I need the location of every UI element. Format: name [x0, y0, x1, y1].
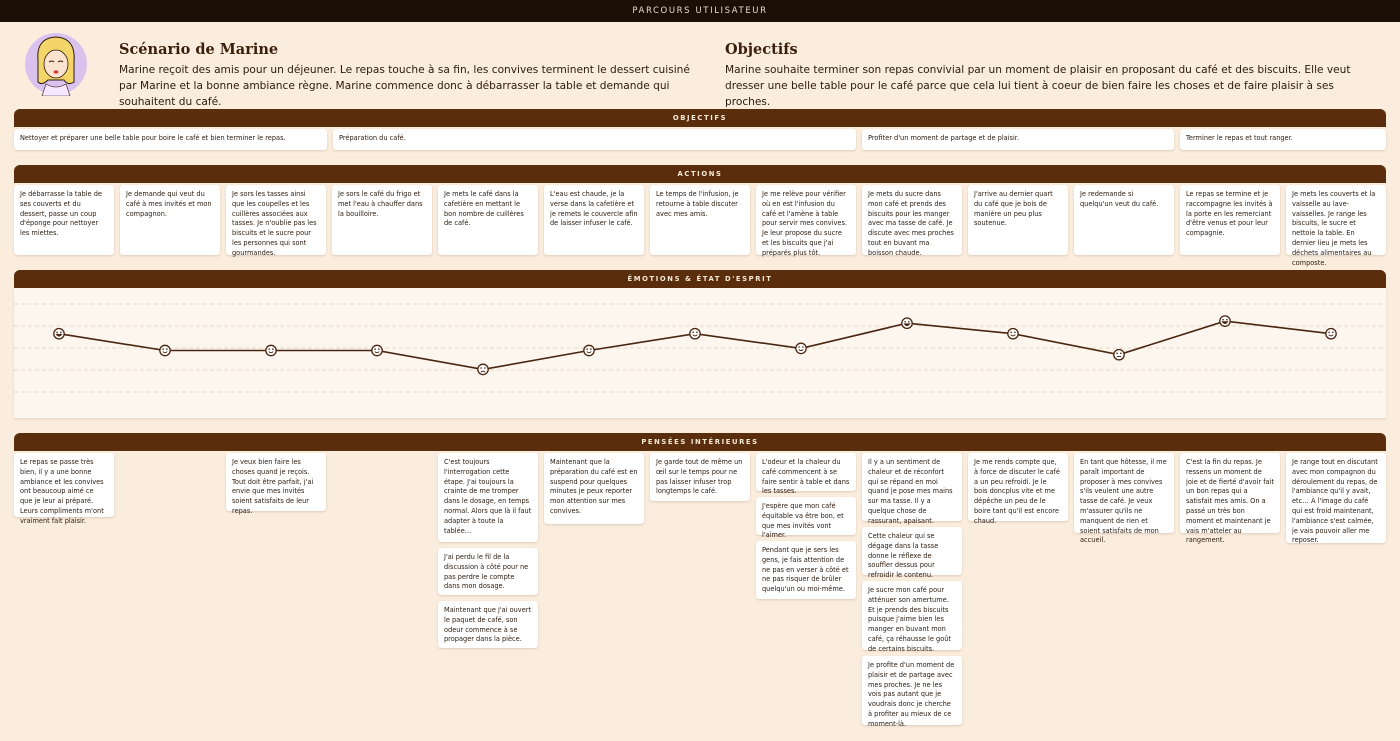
- emotion-point: [584, 345, 594, 355]
- action-card: Je mets les couverts et la vaisselle au lave-vaisselles. Je range les biscuits, le sucre et nettoie la table. En dernier lieu je mets les déchets alimentaires au composte.: [1286, 185, 1386, 255]
- emotion-point: [1114, 350, 1124, 360]
- emotion-point: [54, 329, 64, 339]
- persona-avatar: [24, 30, 88, 96]
- thought-card: Il y a un sentiment de chaleur et de réconfort qui se répand en moi quand je pose mes mains sur ma tasse. Il y a quelque chose de rassurant, apaisant.: [862, 453, 962, 521]
- thought-card: En tant que hôtesse, il me paraît important de proposer à mes convives s'ils veulent une autre tasse de café. Je veux m'assurer qu'ils ne manquent de rien et soient satisfaits de mon accueil.: [1074, 453, 1174, 533]
- page-header: PARCOURS UTILISATEUR: [0, 0, 1400, 22]
- emotion-line-chart: [14, 288, 1386, 418]
- thought-card: Je profite d'un moment de plaisir et de partage avec mes proches. Je ne les vois pas autant que je voudrais donc je cherche à profiter au mieux de ce moment-là.: [862, 656, 962, 725]
- objectives-section: [14, 109, 1386, 151]
- thought-card: J'espère que mon café équitable va être bon, et que mes invités vont l'aimer.: [756, 497, 856, 535]
- emotion-point: [1220, 316, 1230, 326]
- thoughts-header: PENSÉES INTÉRIEURES: [14, 433, 1386, 451]
- action-card: L'eau est chaude, je la verse dans la cafetière et je remets le couvercle afin de laisser infuser le café.: [544, 185, 644, 255]
- emotion-point: [902, 318, 912, 328]
- thought-card: Je garde tout de même un œil sur le temps pour ne pas laisser infuser trop longtemps le café.: [650, 453, 750, 501]
- objectives-header: OBJECTIFS: [14, 109, 1386, 127]
- thought-card: Maintenant que la préparation du café est en suspend pour quelques minutes je peux reporter mon attention sur mes convives.: [544, 453, 644, 524]
- emotion-point: [160, 345, 170, 355]
- emotion-point: [1326, 329, 1336, 339]
- emotion-point: [266, 345, 276, 355]
- actions-header: ACTIONS: [14, 165, 1386, 183]
- scenario-block: [119, 41, 699, 110]
- thought-card: C'est toujours l'interrogation cette étape. J'ai toujours la crainte de me tromper dans le dosage, en temps normal. Alors que là il faut adapter à toute la tablée…: [438, 453, 538, 542]
- thought-card: Je veux bien faire les choses quand je reçois. Tout doit être parfait, j'ai envie que mes invités soient satisfaits de leur repas.: [226, 453, 326, 511]
- scenario-text: Marine reçoit des amis pour un déjeuner. Le repas touche à sa fin, les convives terminent le dessert cuisiné par Marine et la bonne ambiance règne. Marine commence donc à débarrasser la table et demande qui souhaitent du café.: [119, 64, 690, 108]
- thoughts-section: [14, 433, 1386, 733]
- emotion-point: [372, 345, 382, 355]
- action-card: Je mets le café dans la cafetière en mettant le bon nombre de cuillères de café.: [438, 185, 538, 255]
- action-card: Je redemande si quelqu'un veut du café.: [1074, 185, 1174, 255]
- thought-card: J'ai perdu le fil de la discussion à côté pour ne pas perdre le compte dans mon dosage.: [438, 548, 538, 595]
- goal-text: Marine souhaite terminer son repas convivial par un moment de plaisir en proposant du café et des biscuits. Elle veut dresser une belle table pour le café parce que cela lui tient à coeur de bien faire les choses et de faire plaisir à ses proches.: [725, 64, 1351, 108]
- thought-card: Cette chaleur qui se dégage dans la tasse donne le réflexe de souffler dessus pour refroidir le contenu.: [862, 527, 962, 575]
- emotion-point: [1008, 329, 1018, 339]
- emotions-header: ÉMOTIONS & ÉTAT D'ESPRIT: [14, 270, 1386, 288]
- scenario-title: Scénario de Marine: [119, 41, 279, 58]
- emotion-point: [478, 364, 488, 374]
- thought-card: L'odeur et la chaleur du café commencent à se faire sentir à table et dans les tasses.: [756, 453, 856, 491]
- thought-card: Le repas se passe très bien, il y a une bonne ambiance et les convives ont beaucoup aimé ce que je leur ai préparé. Leurs compliments m'ont vraiment fait plaisir.: [14, 453, 114, 517]
- action-card: Je sors les tasses ainsi que les coupelles et les cuillères associées aux tasses. Je n'oublie pas les biscuits et le sucre pour les personnes qui sont gourmandes.: [226, 185, 326, 255]
- thought-card: Je sucre mon café pour atténuer son amertume. Et je prends des biscuits puisque j'aime bien les manger en buvant mon café, ça réhausse le goût de certains biscuits.: [862, 581, 962, 650]
- thought-card: Je range tout en discutant avec mon compagnon du déroulement du repas, de l'ambiance qu'il y avait, etc… À l'image du café qui est froid maintenant, l'ambiance s'est calmée, je vais pouvoir aller me reposer.: [1286, 453, 1386, 543]
- thought-card: C'est la fin du repas. Je ressens un moment de joie et de fierté d'avoir fait un bon repas qui a satisfait mes amis. On a passé un très bon moment et maintenant je vais m'atteler au rangement.: [1180, 453, 1280, 533]
- emotions-panel: [14, 288, 1386, 418]
- goal-block: [725, 41, 1375, 110]
- emotion-point: [796, 343, 806, 353]
- objective-card: Terminer le repas et tout ranger.: [1180, 129, 1386, 150]
- objective-card: Préparation du café.: [333, 129, 856, 150]
- action-card: Je mets du sucre dans mon café et prends des biscuits pour les manger avec ma tasse de café. Je discute avec mes proches tout en buvant ma boisson chaude.: [862, 185, 962, 255]
- action-card: Je me relève pour vérifier où en est l'infusion du café et l'amène à table pour servir mes convives. Je leur propose du sucre et les biscuits que j'ai préparés plus tôt.: [756, 185, 856, 255]
- actions-section: [14, 165, 1386, 267]
- action-card: Je demande qui veut du café à mes invités et mon compagnon.: [120, 185, 220, 255]
- action-card: Le temps de l'infusion, je retourne à table discuter avec mes amis.: [650, 185, 750, 255]
- action-card: Je débarrasse la table de ses couverts et du dessert, passe un coup d'éponge pour nettoyer les miettes.: [14, 185, 114, 255]
- action-card: J'arrive au dernier quart du café que je bois de manière un peu plus soutenue.: [968, 185, 1068, 255]
- thought-card: Maintenant que j'ai ouvert le paquet de café, son odeur commence à se propager dans la pièce.: [438, 601, 538, 648]
- emotions-section: [14, 270, 1386, 418]
- action-card: Je sors le café du frigo et met l'eau à chauffer dans la bouilloire.: [332, 185, 432, 255]
- thought-card: Je me rends compte que, à force de discuter le café a un peu refroidi. Je le bois doncplus vite et me dépêche un peu de le boire tant qu'il est encore chaud.: [968, 453, 1068, 521]
- emotion-point: [690, 329, 700, 339]
- goal-title: Objectifs: [725, 41, 798, 58]
- thought-card: Pendant que je sers les gens, je fais attention de ne pas en verser à côté et ne pas risquer de brûler quelqu'un ou moi-même.: [756, 541, 856, 599]
- objective-card: Profiter d'un moment de partage et de plaisir.: [862, 129, 1174, 150]
- action-card: Le repas se termine et je raccompagne les invités à la porte en les remerciant d'être venus et pour leur compagnie.: [1180, 185, 1280, 255]
- objective-card: Nettoyer et préparer une belle table pour boire le café et bien terminer le repas.: [14, 129, 327, 150]
